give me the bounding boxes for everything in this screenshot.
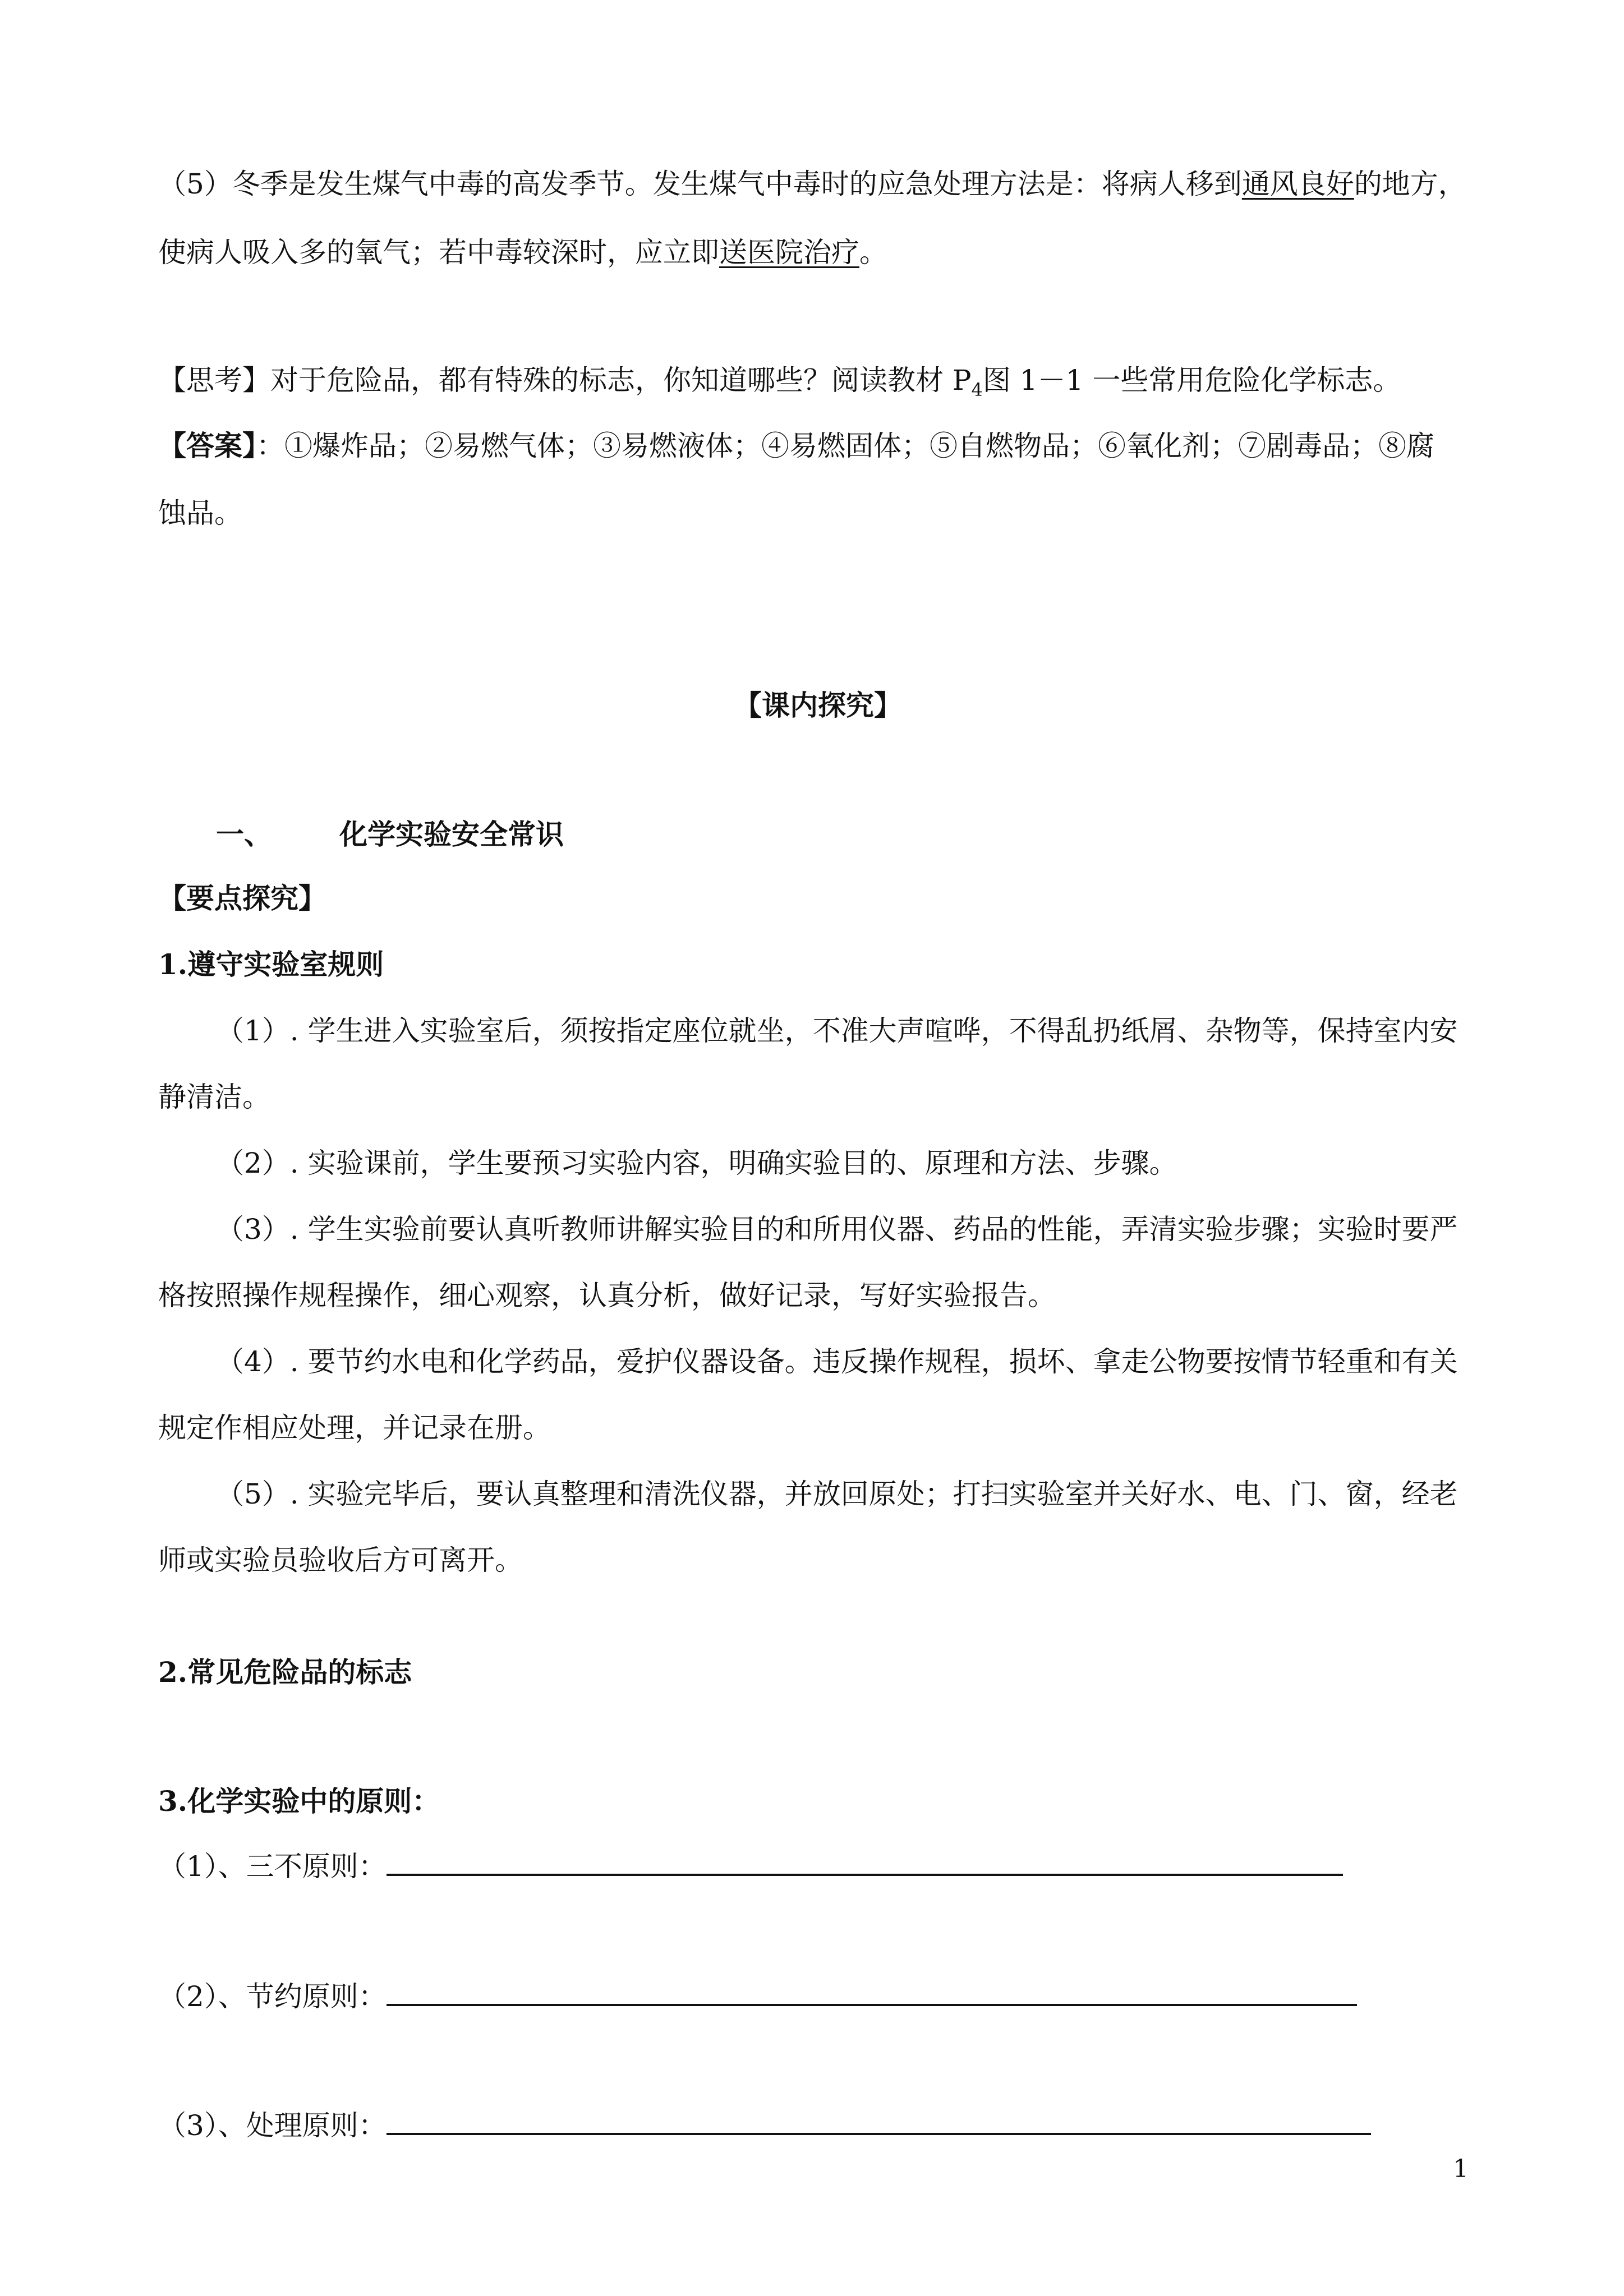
principle-2-blank-line [387,2004,1357,2006]
think-subscript: 4 [971,379,983,400]
principles-title: 3.化学实验中的原则： [158,1785,440,1818]
rule-1-line-1: （1）. 学生进入实验室后，须按指定座位就坐，不准大声喧哗，不得乱扔纸屑、杂物等，保持室内安 [216,1015,1458,1047]
rule-2: （2）. 实验课前，学生要预习实验内容，明确实验目的、原理和方法、步骤。 [216,1147,1177,1179]
rule-5-line-1: （5）. 实验完毕后，要认真整理和清洗仪器，并放回原处；打扫实验室并关好水、电、门、窗，经老 [216,1478,1458,1510]
key-points-heading: 【要点探究】 [158,882,326,915]
answer-line-1 [158,429,1478,463]
rule-1-line-2: 静清洁。 [158,1081,270,1113]
para-5-line-2-suffix: 。 [859,236,887,269]
heading-one-num: 一、 [216,818,272,851]
rule-3-line-2: 格按照操作规程操作，细心观察，认真分析，做好记录，写好实验报告。 [158,1279,1056,1312]
signs-title: 2.常见危险品的标志 [158,1656,412,1689]
answer-text-1: ：①爆炸品；②易燃气体；③易燃液体；④易燃固体；⑤自燃物品；⑥氧化剂；⑦剧毒品；⑧腐 [256,430,1434,462]
principle-3-row [158,2109,1478,2142]
heading-one-text: 化学实验安全常识 [339,818,564,851]
principle-2-row [158,1980,1478,2013]
think-tag: 【思考】 [158,364,270,397]
think-text-a: 对于危险品，都有特殊的标志，你知道哪些？阅读教材 P [270,364,972,397]
answer-line-2 [158,496,1478,530]
rule-5-line-2: 师或实验员验收后方可离开。 [158,1544,523,1576]
answer-tag: 【答案】 [158,429,256,462]
rules-title: 1.遵守实验室规则 [158,948,384,981]
page-number: 1 [1453,2155,1469,2183]
answer-text-2: 蚀品。 [158,497,242,529]
section-title: 【课内探究】 [734,689,902,722]
para-5-line-2-prefix: 使病人吸入多的氧气；若中毒较深时，应立即 [158,236,719,269]
heading-one [216,818,1535,851]
answer-ventilated-place: 通风良好 [1241,168,1354,200]
principle-3-blank-line [387,2133,1371,2135]
think-paragraph [158,363,1478,407]
think-text-b: 图 1－1 一些常用危险化学标志。 [982,364,1401,397]
rule-4-line-2: 规定作相应处理，并记录在册。 [158,1412,551,1444]
para-5-suffix: 的地方， [1354,168,1466,200]
rule-4-line-1: （4）. 要节约水电和化学药品，爱护仪器设备。违反操作规程，损坏、拿走公物要按情节轻重和有关 [216,1345,1458,1378]
principle-1-label: （1）、三不原则： [158,1850,387,1883]
principle-1-row [158,1850,1478,1883]
para-5-line-1 [158,167,1478,201]
principle-1-blank-line [387,1874,1343,1876]
para-5-prefix: （5）冬季是发生煤气中毒的高发季节。发生煤气中毒时的应急处理方法是：将病人移到 [158,168,1242,200]
answer-send-hospital: 送医院治疗 [719,236,859,269]
principle-2-label: （2）、节约原则： [158,1980,387,2013]
rule-3-line-1: （3）. 学生实验前要认真听教师讲解实验目的和所用仪器、药品的性能，弄清实验步骤；实验时要严 [216,1213,1458,1246]
principle-3-label: （3）、处理原则： [158,2109,387,2142]
para-5-line-2 [158,236,1478,269]
